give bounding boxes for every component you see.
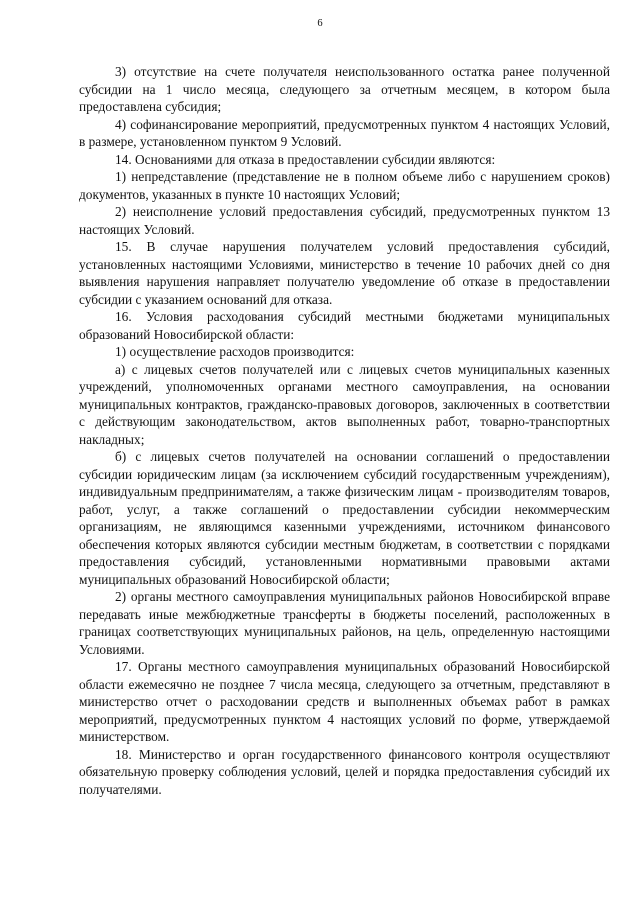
paragraph-item-3: 3) отсутствие на счете получателя неиспользованного остатка ранее полученной субсидии на 1 число месяца, следующего за отчетным месяцем, в котором была предоставлена субсидия;: [79, 64, 610, 114]
paragraph-section-14-item-2: 2) неисполнение условий предоставления субсидий, предусмотренных пунктом 13 настоящих Условий.: [79, 204, 610, 237]
paragraph-section-16-item-1a: а) с лицевых счетов получателей или с лицевых счетов муниципальных казенных учреждений, уполномоченных органами местного самоуправления, на основании муниципальных контрактов, гражданско-правовых договоров, заключенных в соответствии с действующим законодательством, актов выполненных работ, товарно-транспортных накладных;: [79, 361, 610, 447]
paragraph-section-15: 15. В случае нарушения получателем условий предоставления субсидий, установленных настоящими Условиями, министерство в течение 10 рабочих дней со дня выявления нарушения направляет получателю уведомление об отказе в предоставлении субсидии с указанием оснований для отказа.: [79, 239, 610, 307]
paragraph-section-14-item-1: 1) непредставление (представление не в полном объеме либо с нарушением сроков) документов, указанных в пункте 10 настоящих Условий;: [79, 169, 610, 202]
paragraph-section-16: 16. Условия расходования субсидий местными бюджетами муниципальных образований Новосибирской области:: [79, 309, 610, 342]
page-number: 6: [317, 18, 323, 29]
paragraph-section-16-item-1: 1) осуществление расходов производится:: [115, 344, 355, 359]
paragraph-section-16-item-1b: б) с лицевых счетов получателей на основании соглашений о предоставлении субсидии юридическим лицам (за исключением субсидий государственным учреждениям), индивидуальным предпринимателям, а также физическим лицам - производителям товаров, работ, услуг, а также соглашений о предоставлении субсидии некоммерческим организациям, не являющимся казенными учреждениями, источником финансового обеспечения которых являются субсидии местным бюджетам, в соответствии с порядками предоставления субсидий, установленными нормативными правовыми актами муниципальных образований Новосибирской области;: [79, 449, 610, 587]
paragraph-item-4: 4) софинансирование мероприятий, предусмотренных пунктом 4 настоящих Условий, в размере, установленном пунктом 9 Условий.: [79, 116, 610, 149]
paragraph-section-17: 17. Органы местного самоуправления муниципальных образований Новосибирской области ежемесячно не позднее 7 числа месяца, следующего за отчетным, представляют в министерство отчет о расходовании средств и выполненных объемах работ в рамках мероприятий, предусмотренных пунктом 4 настоящих условий по форме, утверждаемой министерством.: [79, 659, 610, 744]
document-body: [79, 63, 610, 798]
paragraph-section-16-item-2: 2) органы местного самоуправления муниципальных районов Новосибирской вправе передавать иные межбюджетные трансферты в бюджеты поселений, расположенных в границах соответствующих муниципальных районов, на цель, определенную настоящими Условиями.: [79, 589, 610, 657]
paragraph-section-14: 14. Основаниями для отказа в предоставлении субсидии являются:: [115, 151, 496, 167]
paragraph-section-18: 18. Министерство и орган государственного финансового контроля осуществляют обязательную проверку соблюдения условий, целей и порядка предоставления субсидий их получателями.: [79, 746, 610, 797]
